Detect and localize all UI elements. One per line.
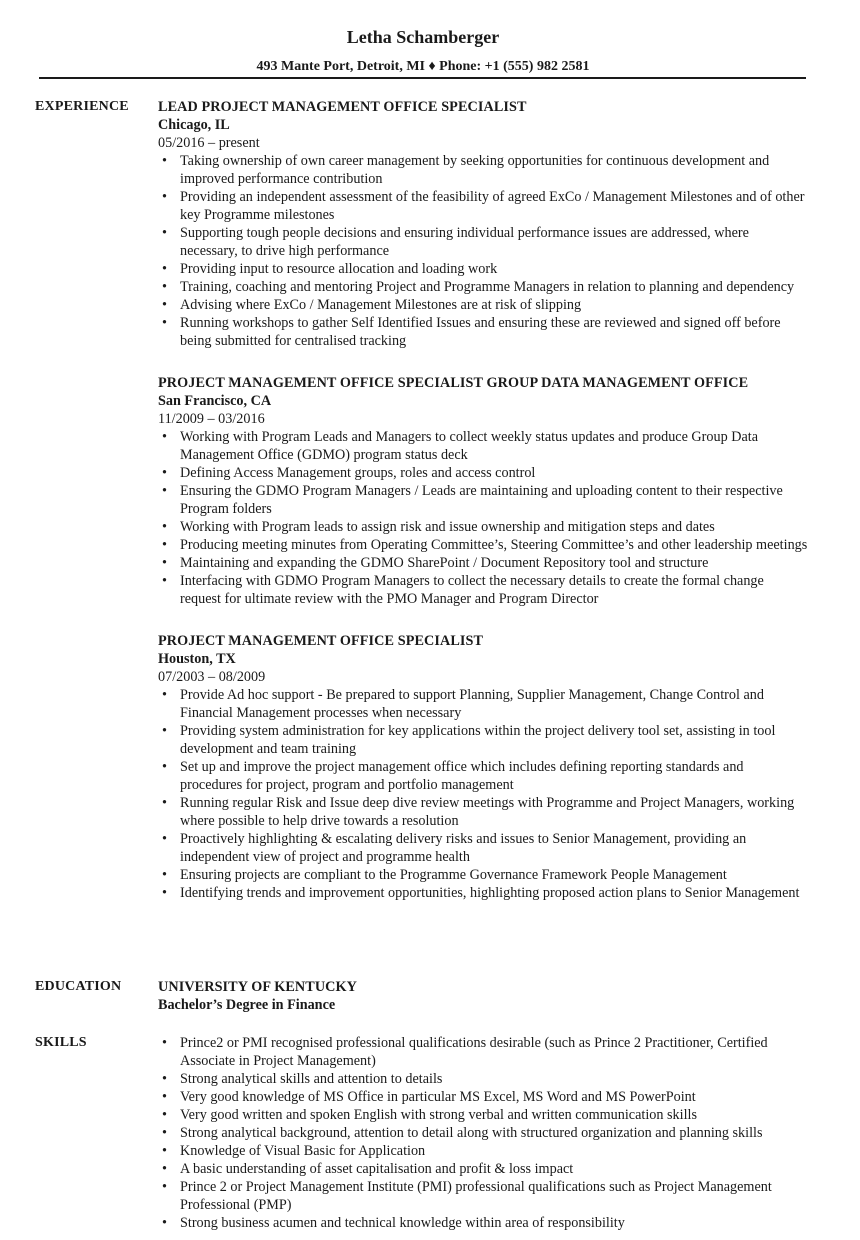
degree: Bachelor’s Degree in Finance [158,997,336,1013]
list-item: • Advising where ExCo / Management Milestones are at risk of slipping [158,296,808,314]
list-item: • Identifying trends and improvement opportunities, highlighting proposed action plans to Senior Management [158,884,808,902]
experience-section [158,98,808,926]
list-item: • A basic understanding of asset capitalisation and profit & loss impact [158,1160,808,1178]
list-item: • Providing input to resource allocation and loading work [158,260,808,278]
list-item: • Knowledge of Visual Basic for Application [158,1142,808,1160]
list-item: • Providing system administration for key applications within the project delivery tool set, assisting in tool development and team training [158,722,808,758]
job-title: PROJECT MANAGEMENT OFFICE SPECIALIST [158,633,484,649]
list-item: • Maintaining and expanding the GDMO SharePoint / Document Repository tool and structure [158,554,808,572]
job-location: Houston, TX [158,651,236,667]
list-item: • Proactively highlighting & escalating delivery risks and issues to Senior Management, providing an independent view of project and programme health [158,830,808,866]
job-dates: 11/2009 – 03/2016 [158,411,265,427]
candidate-name: Letha Schamberger [346,27,500,47]
list-item: • Very good written and spoken English with strong verbal and written communication skills [158,1106,808,1124]
list-item: • Strong analytical skills and attention to details [158,1070,808,1088]
job-entry [158,98,808,350]
job-entry [158,632,808,902]
job-bullets [158,686,808,902]
contact-line: 493 Mante Port, Detroit, MI ♦ Phone: +1 (555) 982 2581 [256,59,590,74]
skills-list [158,1034,808,1232]
education-heading: EDUCATION [35,979,122,994]
skills-heading: SKILLS [35,1035,87,1050]
job-entry [158,374,808,608]
job-location: San Francisco, CA [158,393,272,409]
school-name: UNIVERSITY OF KENTUCKY [158,979,358,995]
job-bullets [158,428,808,608]
list-item: • Prince 2 or Project Management Institute (PMI) professional qualifications such as Project Management Professional (PMP) [158,1178,808,1214]
list-item: • Working with Program Leads and Managers to collect weekly status updates and produce Group Data Management Office (GDMO) program status deck [158,428,808,464]
list-item: • Working with Program leads to assign risk and issue ownership and mitigation steps and dates [158,518,808,536]
list-item: • Ensuring the GDMO Program Managers / Leads are maintaining and uploading content to their respective Program folders [158,482,808,518]
job-dates: 05/2016 – present [158,135,260,151]
list-item: • Interfacing with GDMO Program Managers to collect the necessary details to create the formal change request for ultimate review with the PMO Manager and Program Director [158,572,808,608]
list-item: • Set up and improve the project management office which includes defining reporting standards and procedures for project, program and portfolio management [158,758,808,794]
list-item: • Defining Access Management groups, roles and access control [158,464,808,482]
list-item: • Taking ownership of own career management by seeking opportunities for continuous development and improved performance contribution [158,152,808,188]
list-item: • Running workshops to gather Self Identified Issues and ensuring these are reviewed and signed off before being submitted for centralised tracking [158,314,808,350]
list-item: • Prince2 or PMI recognised professional qualifications desirable (such as Prince 2 Practitioner, Certified Associate in Project Management) [158,1034,808,1070]
experience-heading: EXPERIENCE [35,99,129,114]
list-item: • Running regular Risk and Issue deep dive review meetings with Programme and Project Managers, working where possible to help drive towards a resolution [158,794,808,830]
job-location: Chicago, IL [158,117,230,133]
job-title: PROJECT MANAGEMENT OFFICE SPECIALIST GROUP DATA MANAGEMENT OFFICE [158,375,749,391]
job-bullets [158,152,808,350]
list-item: • Training, coaching and mentoring Project and Programme Managers in relation to planning and dependency [158,278,808,296]
skills-section [158,1034,808,1232]
job-title: LEAD PROJECT MANAGEMENT OFFICE SPECIALIST [158,99,527,115]
list-item: • Very good knowledge of MS Office in particular MS Excel, MS Word and MS PowerPoint [158,1088,808,1106]
list-item: • Ensuring projects are compliant to the Programme Governance Framework People Management [158,866,808,884]
list-item: • Strong analytical background, attention to detail along with structured organization and planning skills [158,1124,808,1142]
education-section [158,978,808,1014]
list-item: • Producing meeting minutes from Operating Committee’s, Steering Committee’s and other leadership meetings [158,536,808,554]
job-dates: 07/2003 – 08/2009 [158,669,266,685]
header-divider [39,77,806,79]
list-item: • Supporting tough people decisions and ensuring individual performance issues are addressed, where necessary, to drive high performance [158,224,808,260]
list-item: • Providing an independent assessment of the feasibility of agreed ExCo / Management Milestones and of other key Programme milestones [158,188,808,224]
list-item: • Provide Ad hoc support - Be prepared to support Planning, Supplier Management, Change Control and Financial Management processes when necessary [158,686,808,722]
list-item: • Strong business acumen and technical knowledge within area of responsibility [158,1214,808,1232]
